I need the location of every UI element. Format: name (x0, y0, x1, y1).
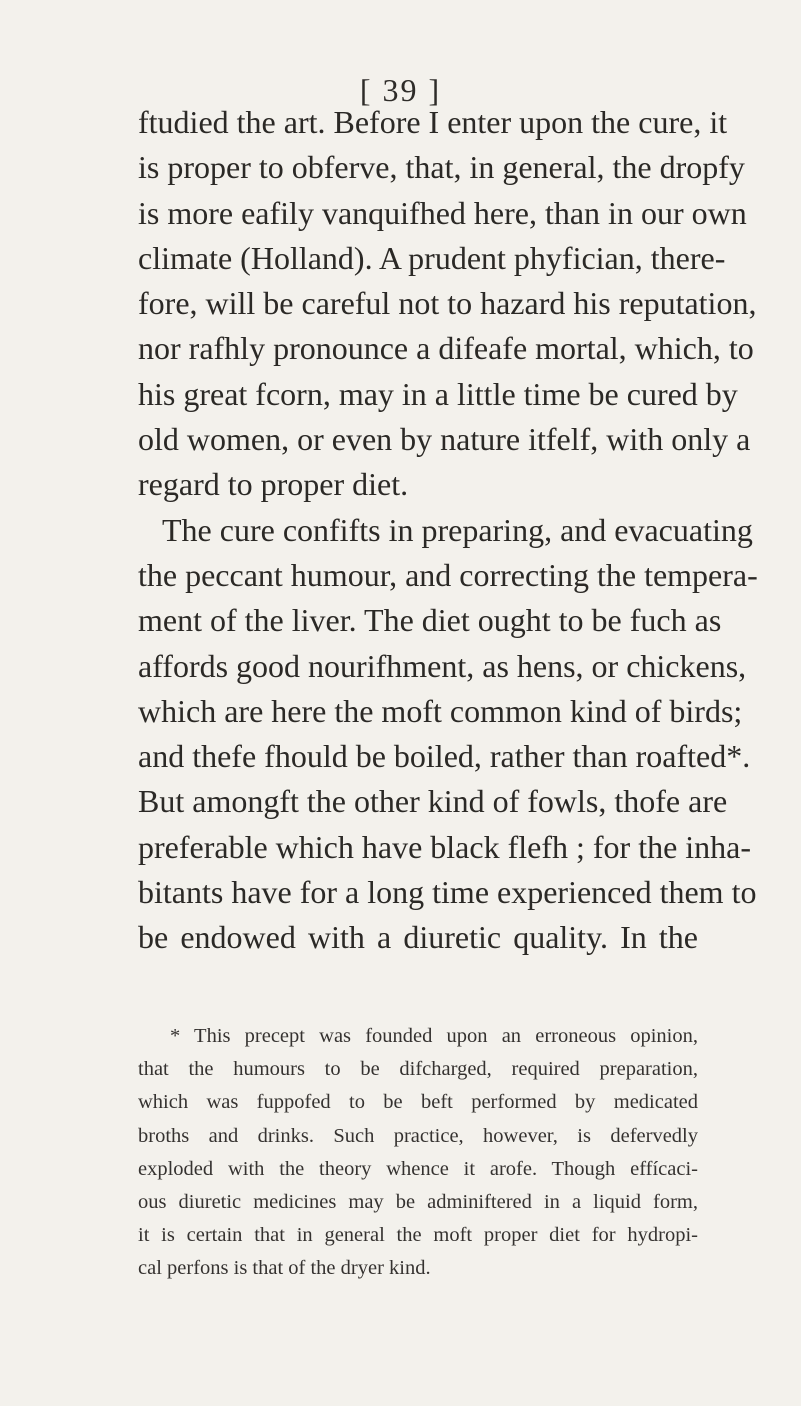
body-line: the peccant humour, and correcting the tempera- (138, 556, 758, 593)
body-line: The cure confifts in preparing, and evacuating (162, 511, 753, 548)
body-line: climate (Holland). A prudent phyfician, there- (138, 239, 726, 276)
footnote-line: ous diuretic medicines may be adminiftered in a liquid form, (138, 1190, 698, 1213)
footnote-line: broths and drinks. Such practice, however, is defervedly (138, 1124, 698, 1147)
footnote (138, 1020, 698, 1286)
footnote-line: * This precept was founded upon an erroneous opinion, (170, 1025, 698, 1047)
body-line: is more eafily vanquifhed here, than in our own (138, 194, 747, 231)
footnote-line: that the humours to be difcharged, required preparation, (138, 1058, 698, 1081)
footnote-line: exploded with the theory whence it arofe. Though effícaci- (138, 1157, 698, 1180)
body-line: ftudied the art. Before I enter upon the cure, it (138, 104, 728, 140)
body-line: bitants have for a long time experienced them to (138, 874, 757, 911)
body-line: old women, or even by nature itfelf, with only a (138, 421, 751, 458)
body-line: which are here the moft common kind of birds; (138, 692, 743, 729)
body-line: affords good nourifhment, as hens, or chickens, (138, 647, 747, 684)
body-line: is proper to obferve, that, in general, the dropfy (138, 149, 745, 186)
footnote-line: it is certain that in general the moft proper diet for hydropi- (138, 1224, 698, 1247)
body-line: his great fcorn, may in a little time be cured by (138, 375, 738, 412)
body-line: But amongft the other kind of fowls, thofe are (138, 783, 728, 820)
footnote-line: cal perfons is that of the dryer kind. (138, 1257, 431, 1280)
body-line: preferable which have black flefh ; for the inha- (138, 828, 752, 865)
body-text (138, 100, 758, 961)
body-line: and thefe fhould be boiled, rather than roafted*. (138, 738, 751, 775)
body-line: nor rafhly pronounce a difeafe mortal, which, to (138, 330, 754, 367)
body-line: regard to proper diet. (138, 466, 409, 503)
body-line: be endowed with a diuretic quality. In the (138, 919, 698, 956)
page-number: [ 39 ] (359, 72, 442, 108)
body-line: ment of the liver. The diet ought to be fuch as (138, 602, 722, 639)
body-line: fore, will be careful not to hazard his reputation, (138, 285, 757, 322)
footnote-line: which was fuppofed to be beft performed by medicated (138, 1091, 698, 1114)
